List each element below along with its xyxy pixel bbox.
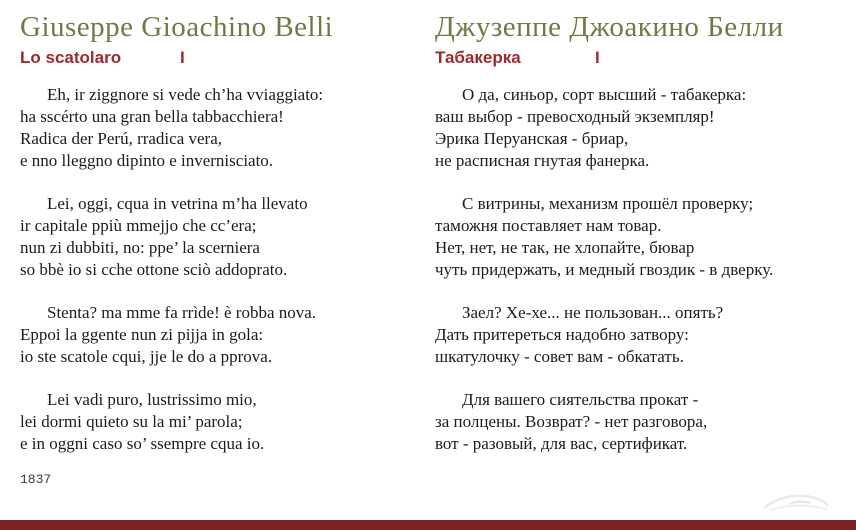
poem-text-italian [20,84,420,455]
poem-line: ha sscérto una gran bella tabbacchiera! [20,107,284,126]
poem-line: Lei vadi puro, lustrissimo mio, [47,390,257,409]
poem-title-row-russian [435,48,848,68]
poem-line: so bbè io si cche ottone sciò addoprato. [20,260,288,279]
poem-line: таможня поставляет нам товар. [435,216,662,235]
poem-line: О да, синьор, сорт высший - табакерка: [462,85,747,104]
poem-line: Eppoi la ggente nun zi pijja in gola: [20,325,264,344]
author-name-italian: Giuseppe Gioachino Belli [20,11,334,43]
stanza [20,84,420,172]
poem-title-row-italian [20,48,420,68]
poem-line: Stenta? ma mme fa rrìde! è robba nova. [47,303,317,322]
poem-line: вот - разовый, для вас, сертификат. [435,434,688,453]
poem-line: lei dormi quieto su la mi’ parola; [20,412,243,431]
stanza [435,193,848,281]
poem-line: С витрины, механизм прошёл проверку; [462,194,754,213]
poem-year: 1837 [20,472,52,487]
poem-line: Дать притереться надобно затвору: [435,325,689,344]
poem-line: ваш выбор - превосходный экземпляр! [435,107,715,126]
stanza [435,84,848,172]
stanza [435,302,848,368]
poem-title-italian: Lo scatolaro [20,48,122,67]
footer-accent-bar [0,520,856,530]
poem-line: шкатулочку - совет вам - обкатать. [435,347,684,366]
author-name-russian: Джузеппе Джоакино Белли [435,11,784,43]
poem-line: Заел? Хе-хе... не пользован... опять? [462,303,724,322]
poem-line: чуть придержать, и медный гвоздик - в дверку. [435,260,774,279]
poem-line: e nno lleggno dipinto e invernisciato. [20,151,274,170]
poem-line: не расписная гнутая фанерка. [435,151,650,170]
poem-line: io ste scatole cqui, jje le do a pprova. [20,347,273,366]
poem-line: Для вашего сиятельства прокат - [462,390,699,409]
poem-line: ir capitale ppiù mmejjo che cc’era; [20,216,257,235]
poem-title-russian: Табакерка [435,48,521,67]
stanza [20,193,420,281]
poem-text-russian [435,84,848,455]
poem-number-russian: I [595,48,600,67]
stanza [20,302,420,368]
poem-number-italian: I [180,48,185,67]
poem-line: Нет, нет, не так, не хлопайте, бювар [435,238,695,257]
poem-line: Radica der Perú, rradica vera, [20,129,222,148]
stanza [20,389,420,455]
russian-column [428,0,856,487]
poem-line: Eh, ir ziggnore si vede ch’ha vviaggiato: [47,85,324,104]
stanza [435,389,848,455]
faint-watermark-smudge [760,490,832,516]
poem-line: Lei, oggi, cqua in vetrina m’ha llevato [47,194,308,213]
poem-line: за полцены. Возврат? - нет разговора, [435,412,708,431]
poem-line: Эрика Перуанская - бриар, [435,129,629,148]
poem-line: nun zi dubbiti, no: ppe’ la scerniera [20,238,260,257]
poem-line: e in oggni caso so’ ssempre cqua io. [20,434,265,453]
italian-column [0,0,428,487]
